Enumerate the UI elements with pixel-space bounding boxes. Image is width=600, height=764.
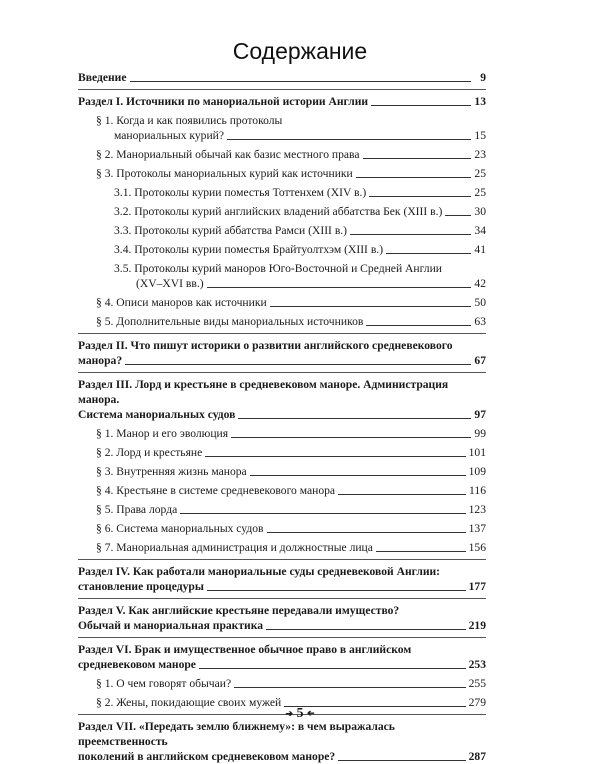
toc-page-number: 101 — [468, 446, 486, 459]
toc-page-number: 109 — [468, 465, 486, 478]
toc-entry[interactable] — [78, 445, 486, 460]
toc-entry-text: § 3. Протоколы манориальных курий как источники — [96, 167, 353, 180]
toc-entry-text: 3.4. Протоколы курии поместья Брайтуолтхэм (XIII в.) — [114, 243, 384, 256]
toc-entry-text: поколений в английском средневековом маноре? — [78, 750, 336, 763]
toc-page-number: 219 — [468, 619, 486, 632]
toc-entry-section-6[interactable] — [78, 642, 486, 672]
toc-entry-text: § 3. Внутренняя жизнь манора — [96, 465, 247, 478]
toc-entry-text-line1: Раздел III. Лорд и крестьяне в средневековом маноре. Администрация манора. — [78, 378, 449, 406]
toc-entry-section-2[interactable] — [78, 338, 486, 368]
toc-entry-text: § 4. Описи маноров как источники — [96, 296, 267, 309]
toc-entry-text-line1: 3.5. Протоколы курий маноров Юго-Восточной и Средней Англии — [114, 262, 442, 275]
toc-entry[interactable] — [78, 113, 486, 143]
toc-page-number: 137 — [468, 522, 486, 535]
toc-page-number: 99 — [474, 427, 486, 440]
toc-page-number: 30 — [474, 205, 486, 218]
toc-page-number: 156 — [468, 541, 486, 554]
toc-entry[interactable] — [78, 147, 486, 162]
toc-entry-text: Введение — [78, 71, 127, 84]
toc-entry-section-1[interactable] — [78, 94, 486, 109]
toc-page-number: 50 — [474, 296, 486, 309]
toc-entry-section-5[interactable] — [78, 603, 486, 633]
toc-entry-text: становление процедуры — [78, 580, 204, 593]
divider — [78, 89, 486, 90]
toc-entry-text: § 2. Жены, покидающие своих мужей — [96, 696, 282, 709]
toc-page-number: 25 — [474, 167, 486, 180]
toc-entry[interactable] — [78, 295, 486, 310]
toc-entry-text: Раздел I. Источники по манориальной истории Англии — [78, 95, 369, 108]
page-number: 5 — [296, 706, 304, 721]
toc-page-number: 123 — [468, 503, 486, 516]
toc-entry-text: § 1. Манор и его эволюция — [96, 427, 229, 440]
toc-entry[interactable] — [78, 521, 486, 536]
toc-entry[interactable] — [78, 261, 486, 291]
toc-page-number: 67 — [474, 354, 486, 367]
toc-entry-text-line1: Раздел V. Как английские крестьяне передавали имущество? — [78, 604, 400, 617]
page-footer — [0, 706, 600, 722]
toc-entry[interactable] — [78, 166, 486, 181]
divider — [78, 372, 486, 373]
toc-entry[interactable] — [78, 314, 486, 329]
toc-entry-text: Система манориальных судов — [78, 408, 236, 421]
toc-entry[interactable] — [78, 204, 486, 219]
toc-entry-section-4[interactable] — [78, 564, 486, 594]
toc-page-number: 34 — [474, 224, 486, 237]
divider — [78, 333, 486, 334]
toc-entry-text: § 2. Манориальный обычай как базис местного права — [96, 148, 360, 161]
toc-page-number: 41 — [474, 243, 486, 256]
toc-page-number: 253 — [468, 658, 486, 671]
divider — [78, 598, 486, 599]
toc-entry-intro[interactable] — [78, 70, 486, 85]
toc-entry-section-3[interactable] — [78, 377, 486, 422]
toc-entry-text: § 7. Манориальная администрация и должностные лица — [96, 541, 373, 554]
toc-entry-text-line1: Раздел VI. Брак и имущественное обычное право в английском — [78, 643, 412, 656]
toc-page-number: 279 — [468, 696, 486, 709]
toc-entry-text: § 5. Права лорда — [96, 503, 178, 516]
toc-entry-section-7[interactable] — [78, 719, 486, 764]
toc-entry-text: (XV–XVI вв.) — [136, 277, 204, 290]
toc-entry[interactable] — [78, 502, 486, 517]
toc-entry-text: средневековом маноре — [78, 658, 196, 671]
toc-entry[interactable] — [78, 223, 486, 238]
arrow-right-icon: ➔ — [285, 708, 293, 719]
toc-page-number: 287 — [468, 750, 486, 763]
toc-entry[interactable] — [78, 464, 486, 479]
toc-entry-text-line1: § 1. Когда и как появились протоколы — [96, 114, 283, 127]
divider — [78, 637, 486, 638]
toc-entry-text: манора? — [78, 354, 123, 367]
toc-entry-text: § 2. Лорд и крестьяне — [96, 446, 203, 459]
table-of-contents — [78, 70, 486, 764]
toc-entry[interactable] — [78, 242, 486, 257]
toc-page-number: 9 — [480, 71, 486, 84]
divider — [78, 559, 486, 560]
toc-entry[interactable] — [78, 483, 486, 498]
toc-entry[interactable] — [78, 185, 486, 200]
toc-entry-text: § 5. Дополнительные виды манориальных источников — [96, 315, 364, 328]
toc-page-number: 15 — [474, 129, 486, 142]
toc-entry-text-line1: Раздел VII. «Передать землю ближнему»: в чем выражалась преемственность — [78, 720, 395, 748]
toc-entry[interactable] — [78, 426, 486, 441]
toc-entry-text: § 4. Крестьяне в системе средневекового манора — [96, 484, 336, 497]
toc-entry[interactable] — [78, 676, 486, 691]
toc-page-number: 42 — [474, 277, 486, 290]
toc-entry-text-line1: Раздел II. Что пишут историки о развитии английского средневекового — [78, 339, 453, 352]
toc-entry-text: § 6. Система манориальных судов — [96, 522, 264, 535]
page-title: Содержание — [232, 38, 368, 64]
toc-entry-text: 3.1. Протоколы курии поместья Тоттенхем (XIV в.) — [114, 186, 367, 199]
toc-page-number: 97 — [474, 408, 486, 421]
toc-page-number: 25 — [474, 186, 486, 199]
toc-entry-text-line1: Раздел IV. Как работали манориальные суды средневековой Англии: — [78, 565, 441, 578]
toc-page-number: 13 — [474, 95, 486, 108]
toc-entry[interactable] — [78, 540, 486, 555]
toc-entry-text: 3.3. Протоколы курий аббатства Рамси (XIII в.) — [114, 224, 348, 237]
toc-page-number: 63 — [474, 315, 486, 328]
toc-page-number: 255 — [468, 677, 486, 690]
toc-entry-text: 3.2. Протоколы курий английских владений аббатства Бек (XIII в.) — [114, 205, 443, 218]
toc-page-number: 177 — [468, 580, 486, 593]
toc-entry-text: манориальных курий? — [114, 129, 225, 142]
toc-entry-text: § 1. О чем говорят обычаи? — [96, 677, 232, 690]
toc-page-number: 23 — [474, 148, 486, 161]
arrow-left-icon: ➔ — [307, 708, 315, 719]
toc-page-number: 116 — [469, 484, 486, 497]
toc-entry-text: Обычай и манориальная практика — [78, 619, 264, 632]
